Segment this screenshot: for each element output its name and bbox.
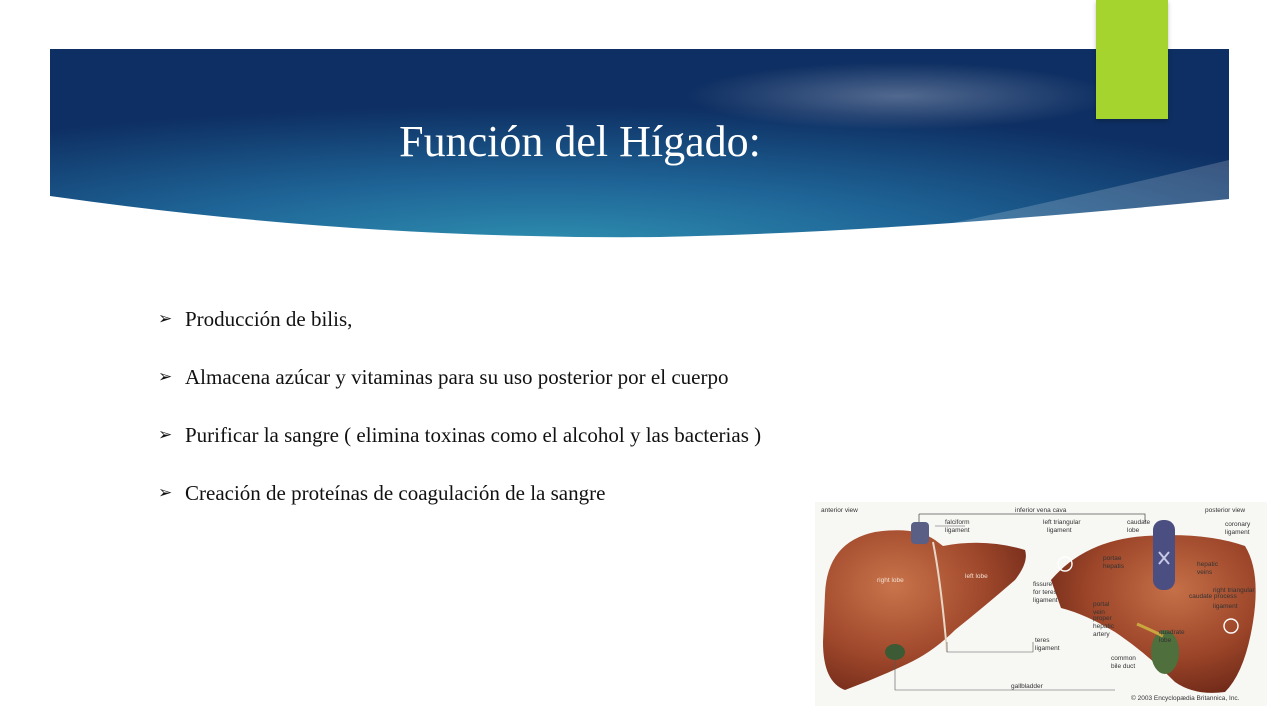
label-portae: portae	[1103, 555, 1122, 562]
label-veins: veins	[1197, 569, 1213, 576]
label-teres: teres	[1035, 637, 1050, 644]
label-bile-duct: bile duct	[1111, 663, 1136, 670]
accent-tab	[1096, 0, 1168, 119]
label-anterior-view: anterior view	[821, 507, 858, 514]
label-hepatis: hepatis	[1103, 563, 1124, 570]
label-right-lobe: right lobe	[877, 577, 904, 584]
label-portal: portal	[1093, 601, 1110, 608]
label-coronary: coronary	[1225, 521, 1251, 528]
label-right-triangular-ligament: ligament	[1213, 603, 1238, 610]
bullet-list	[158, 290, 808, 522]
label-left-triangular-ligament: ligament	[1047, 527, 1072, 534]
label-copyright: © 2003 Encyclopædia Britannica, Inc.	[1131, 695, 1240, 702]
label-teres-ligament: ligament	[1035, 645, 1060, 652]
label-right-triangular: right triangular	[1213, 587, 1255, 594]
liver-anatomy-illustration	[815, 502, 1267, 706]
label-proper: proper	[1093, 615, 1112, 622]
bullet-item	[158, 290, 808, 348]
label-caudate-process: caudate process	[1189, 593, 1237, 600]
arrow-bullet-icon: ➢	[158, 425, 173, 444]
bullet-item	[158, 464, 808, 522]
label-common: common	[1111, 655, 1136, 662]
label-fissure: fissure	[1033, 581, 1053, 588]
label-gallbladder: gallbladder	[1011, 683, 1043, 690]
label-quadrate-lobe: lobe	[1159, 637, 1172, 644]
slide-title: Función del Hígado:	[399, 117, 761, 166]
label-inferior-vena-cava: inferior vena cava	[1015, 507, 1067, 514]
label-artery: artery	[1093, 631, 1110, 638]
bullet-text: Producción de bilis,	[185, 307, 353, 331]
bullet-item	[158, 348, 808, 406]
bullet-item	[158, 406, 808, 464]
label-falciform: falciform	[945, 519, 970, 526]
label-caudate: caudate	[1127, 519, 1151, 526]
label-vein: vein	[1093, 609, 1105, 616]
arrow-bullet-icon: ➢	[158, 483, 173, 502]
label-ligament: ligament	[945, 527, 970, 534]
label-posterior-view: posterior view	[1205, 507, 1246, 514]
bullet-text: Creación de proteínas de coagulación de la sangre	[185, 481, 606, 505]
arrow-bullet-icon: ➢	[158, 309, 173, 328]
label-left-triangular: left triangular	[1043, 519, 1081, 526]
arrow-bullet-icon: ➢	[158, 367, 173, 386]
label-fissure-ligament: ligament	[1033, 597, 1058, 604]
label-proper-hepatic: hepatic	[1093, 623, 1114, 630]
label-for-teres: for teres	[1033, 589, 1057, 596]
bullet-text: Almacena azúcar y vitaminas para su uso posterior por el cuerpo	[185, 365, 729, 389]
label-caudate-lobe: lobe	[1127, 527, 1140, 534]
label-quadrate: quadrate	[1159, 629, 1185, 636]
label-coronary-ligament: ligament	[1225, 529, 1250, 536]
label-hepatic: hepatic	[1197, 561, 1218, 568]
label-left-lobe: left lobe	[965, 573, 988, 580]
bullet-text: Purificar la sangre ( elimina toxinas como el alcohol y las bacterias )	[185, 423, 762, 447]
